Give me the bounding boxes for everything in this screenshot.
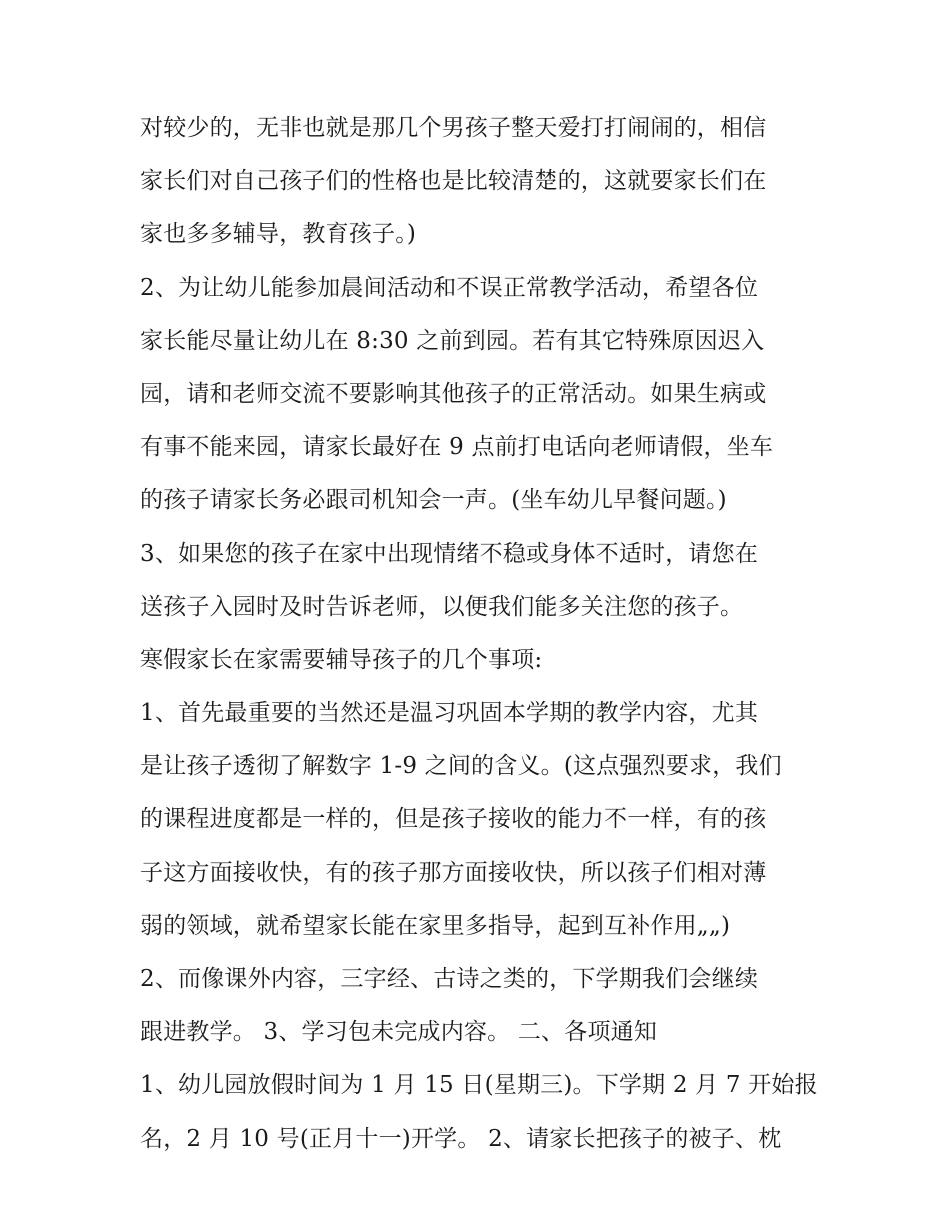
text-line-2: 家长们对自己孩子们的性格也是比较清楚的，这就要家长们在 — [140, 168, 767, 195]
text-line-18: 跟进教学。 3、学习包未完成内容。 二、各项通知 — [140, 1019, 658, 1046]
text-line-8: 的孩子请家长务必跟司机知会一声。(坐车幼儿早餐问题。) — [140, 487, 727, 514]
text-line-12: 1、首先最重要的当然还是温习巩固本学期的教学内容，尤其 — [140, 700, 759, 727]
text-line-15: 子这方面接收快，有的孩子那方面接收快，所以孩子们相对薄 — [140, 859, 767, 886]
text-line-1: 对较少的，无非也就是那几个男孩子整天爱打打闹闹的，相信 — [140, 115, 767, 141]
document-text-body — [140, 102, 840, 1166]
text-line-17: 2、而像课外内容，三字经、古诗之类的，下学期我们会继续 — [140, 966, 759, 992]
text-line-13: 是让孩子透彻了解数字 1-9 之间的含义。(这点强烈要求，我们 — [140, 753, 782, 780]
text-line-19: 1、幼儿园放假时间为 1 月 15 日(星期三)。下学期 2 月 7 开始报 — [140, 1072, 818, 1099]
text-line-9: 3、如果您的孩子在家中出现情绪不稳或身体不适时，请您在 — [140, 540, 759, 567]
text-line-4: 2、为让幼儿能参加晨间活动和不误正常教学活动，希望各位 — [140, 274, 759, 301]
text-line-20: 名，2 月 10 号(正月十一)开学。 2、请家长把孩子的被子、枕 — [140, 1125, 782, 1152]
text-line-3: 家也多多辅导，教育孩子。) — [140, 221, 417, 248]
text-line-5: 家长能尽量让幼儿在 8:30 之前到园。若有其它特殊原因迟入 — [140, 327, 765, 354]
text-line-6: 园，请和老师交流不要影响其他孩子的正常活动。如果生病或 — [140, 380, 767, 407]
text-line-10: 送孩子入园时及时告诉老师，以便我们能多关注您的孩子。 — [140, 593, 744, 620]
text-line-11: 寒假家长在家需要辅导孩子的几个事项: — [140, 646, 543, 673]
text-line-16: 弱的领域，就希望家长能在家里多指导，起到互补作用„„) — [140, 912, 731, 939]
text-line-7: 有事不能来园，请家长最好在 9 点前打电话向老师请假，坐车 — [140, 434, 774, 461]
text-line-14: 的课程进度都是一样的，但是孩子接收的能力不一样，有的孩 — [140, 806, 767, 833]
